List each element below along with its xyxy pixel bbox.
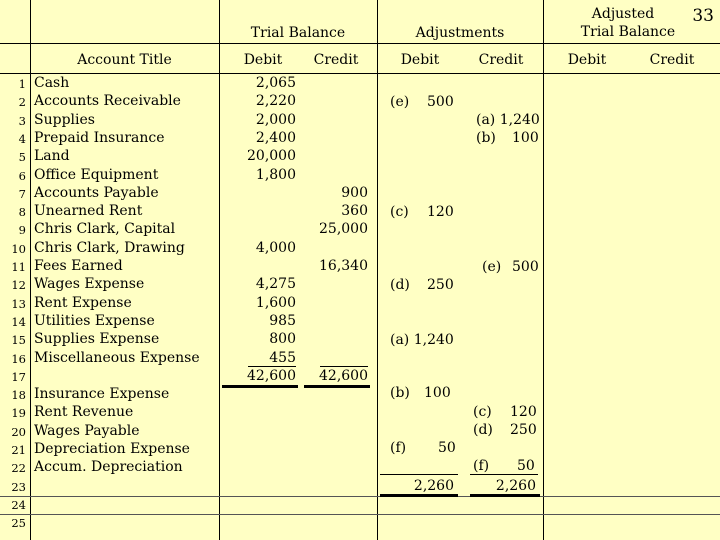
account-title: Utilities Expense: [34, 313, 155, 329]
adj-credit-sum-rule: [470, 474, 538, 475]
account-title: Supplies: [34, 112, 95, 128]
tb-credit-cell: 360: [341, 203, 368, 219]
tb-credit-double-rule: [304, 385, 370, 388]
tb-debit-cell: 2,220: [255, 93, 296, 109]
account-title: Miscellaneous Expense: [34, 350, 200, 366]
adj-debit-label: (f): [390, 440, 407, 456]
row-number: 10: [11, 242, 26, 256]
row-number: 3: [18, 114, 26, 128]
tb-debit-double-rule: [222, 385, 298, 388]
tb-credit-sum-rule: [320, 366, 368, 367]
adj-debit-amount: 100: [424, 385, 451, 401]
adj-credit-entry: (a) 1,240: [476, 112, 540, 128]
row-number: 15: [11, 333, 26, 347]
adj-debit-double-rule: [380, 494, 458, 497]
adj-debit-amount: 500: [427, 94, 454, 110]
header-divider: [0, 43, 720, 44]
grid-vline: [219, 0, 220, 540]
tb-credit-cell: 42,600: [319, 368, 368, 384]
account-title: Office Equipment: [34, 167, 159, 183]
tb-debit-cell: 455: [269, 350, 296, 366]
adj-debit-amount: 50: [438, 440, 456, 456]
adj-credit-amount: 250: [510, 422, 537, 438]
account-title: Accounts Receivable: [34, 93, 181, 109]
grid-vline: [543, 0, 544, 540]
row-divider: [0, 514, 720, 515]
adj-credit-double-rule: [470, 494, 540, 497]
row-number: 9: [18, 223, 26, 237]
adj-debit-label: (c): [390, 204, 409, 220]
adj-debit-label: (e): [390, 94, 410, 110]
atb-credit-header: Credit: [649, 52, 695, 68]
account-title: Supplies Expense: [34, 331, 160, 347]
trial-balance-header: Trial Balance: [250, 25, 346, 41]
tb-debit-cell: 4,000: [255, 240, 296, 256]
adj-credit-amount: 120: [510, 404, 537, 420]
tb-credit-cell: 16,340: [319, 258, 368, 274]
row-divider: [0, 496, 720, 497]
adj-credit-label: (f): [473, 458, 490, 474]
adjusted-tb-header-line1: Adjusted: [591, 6, 655, 22]
adj-credit-label: (d): [473, 422, 493, 438]
adj-debit-sum-rule: [380, 474, 458, 475]
account-title: Chris Clark, Drawing: [34, 240, 185, 256]
account-title: Land: [34, 148, 70, 164]
tb-debit-header: Debit: [243, 52, 283, 68]
tb-debit-cell: 42,600: [247, 368, 296, 384]
row-number: 23: [11, 480, 26, 494]
adj-debit-label: (b): [390, 385, 410, 401]
adj-debit-label: (d): [390, 277, 410, 293]
account-title: Wages Payable: [34, 423, 140, 439]
adj-debit-amount: 120: [427, 204, 454, 220]
account-title: Wages Expense: [34, 276, 145, 292]
row-number: 5: [18, 150, 26, 164]
adj-credit-label: (b): [476, 130, 496, 146]
tb-debit-cell: 985: [269, 313, 296, 329]
row-number: 20: [11, 425, 26, 439]
grid-vline: [377, 0, 378, 540]
tb-debit-cell: 4,275: [255, 276, 296, 292]
adj-credit-amount: 50: [517, 458, 535, 474]
tb-credit-header: Credit: [313, 52, 359, 68]
account-title: Rent Revenue: [34, 404, 134, 420]
adj-debit-amount: 250: [427, 277, 454, 293]
account-title-header: Account Title: [77, 52, 172, 68]
adj-credit-label: (e): [482, 259, 502, 275]
row-number: 22: [11, 461, 26, 475]
adj-credit-header: Credit: [478, 52, 524, 68]
tb-debit-cell: 1,800: [255, 167, 296, 183]
row-number: 25: [11, 516, 26, 530]
account-title: Rent Expense: [34, 295, 132, 311]
row-number: 14: [11, 315, 26, 329]
tb-debit-cell: 2,000: [255, 112, 296, 128]
account-title: Accum. Depreciation: [34, 459, 183, 475]
row-number: 7: [18, 187, 26, 201]
tb-debit-sum-rule: [248, 366, 296, 367]
row-number: 8: [18, 205, 26, 219]
adj-debit-total: 2,260: [413, 478, 454, 494]
atb-debit-header: Debit: [567, 52, 607, 68]
tb-debit-cell: 800: [269, 331, 296, 347]
account-title: Prepaid Insurance: [34, 130, 165, 146]
row-number: 6: [18, 169, 26, 183]
row-number: 2: [18, 95, 26, 109]
row-number: 24: [11, 498, 26, 512]
account-title: Fees Earned: [34, 258, 123, 274]
row-number: 12: [11, 278, 26, 292]
row-number: 1: [18, 77, 26, 91]
account-title: Chris Clark, Capital: [34, 221, 176, 237]
adj-debit-entry: (a) 1,240: [390, 332, 454, 348]
account-title: Cash: [34, 75, 70, 91]
header-divider: [0, 73, 720, 74]
tb-debit-cell: 1,600: [255, 295, 296, 311]
row-number: 11: [11, 260, 26, 274]
grid-vline: [30, 0, 31, 540]
adj-credit-total: 2,260: [495, 478, 536, 494]
tb-debit-cell: 20,000: [247, 148, 296, 164]
page-number: 33: [692, 6, 714, 26]
tb-credit-cell: 25,000: [319, 221, 368, 237]
account-title: Unearned Rent: [34, 203, 143, 219]
tb-debit-cell: 2,065: [255, 75, 296, 91]
tb-debit-cell: 2,400: [255, 130, 296, 146]
tb-credit-cell: 900: [341, 185, 368, 201]
account-title: Accounts Payable: [34, 185, 159, 201]
row-number: 21: [11, 443, 26, 457]
account-title: Depreciation Expense: [34, 441, 190, 457]
adjusted-tb-header-line2: Trial Balance: [580, 24, 676, 40]
adj-credit-amount: 100: [512, 130, 539, 146]
adj-credit-amount: 500: [512, 259, 539, 275]
adj-debit-header: Debit: [400, 52, 440, 68]
adj-credit-label: (c): [473, 404, 492, 420]
row-number: 18: [11, 388, 26, 402]
adjustments-header: Adjustments: [415, 25, 505, 41]
row-number: 16: [11, 352, 26, 366]
row-number: 17: [11, 370, 26, 384]
row-number: 4: [18, 132, 26, 146]
row-number: 19: [11, 406, 26, 420]
row-number: 13: [11, 297, 26, 311]
account-title: Insurance Expense: [34, 386, 170, 402]
